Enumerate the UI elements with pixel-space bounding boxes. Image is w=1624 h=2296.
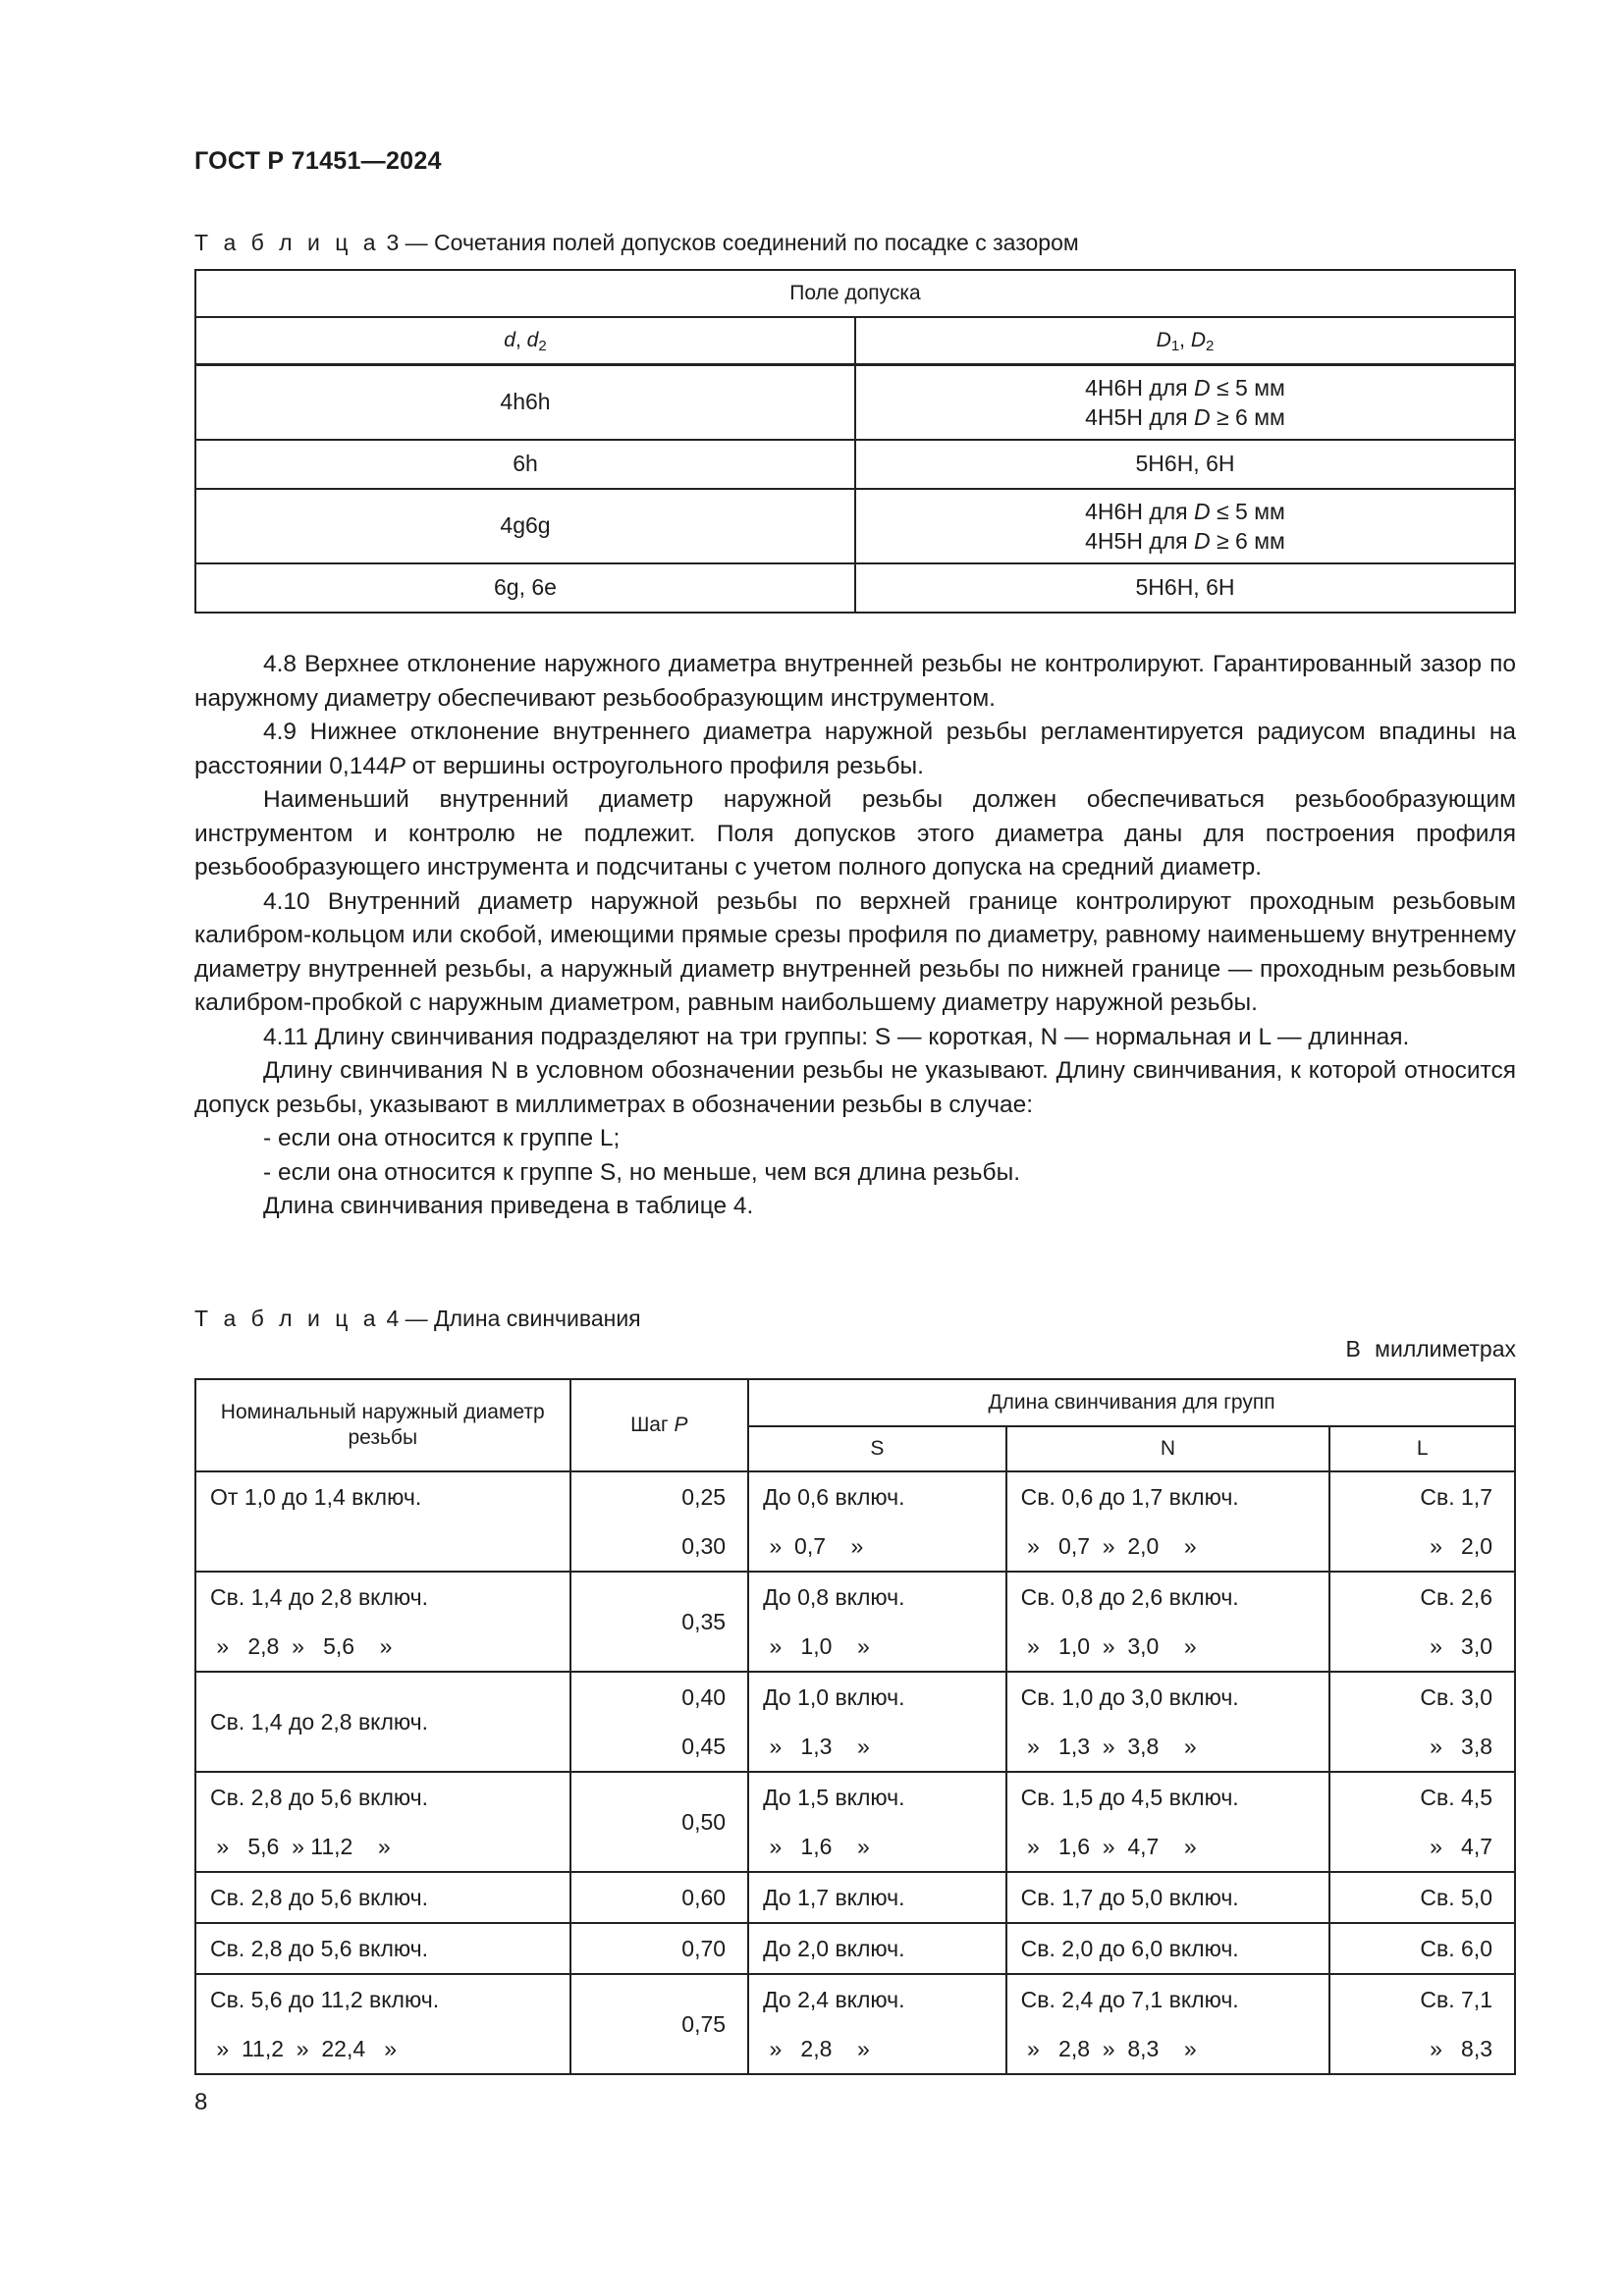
- table4-cell-diameter: [195, 1923, 570, 1974]
- table4-col-n: N: [1006, 1426, 1330, 1471]
- cell-line: » 3,0: [1430, 1633, 1492, 1659]
- table4-cell-pitch: [570, 1974, 749, 2074]
- table4-cell-diameter: [195, 1872, 570, 1923]
- body-text: [194, 648, 1516, 1224]
- table4-cell-n: [1006, 1772, 1330, 1872]
- cell-line: До 0,8 включ.: [763, 1584, 905, 1610]
- table4-caption: [194, 1304, 641, 1333]
- table4-cell-pitch: [570, 1572, 749, 1672]
- table4-cell-s: [748, 1772, 1006, 1872]
- cell-line: 0,50: [681, 1809, 727, 1835]
- table4-col-length-group: Длина свинчивания для групп: [748, 1379, 1515, 1426]
- cell-line: Св. 5,0: [1420, 1885, 1492, 1910]
- cell-line: Св. 1,0 до 3,0 включ.: [1020, 1684, 1239, 1710]
- cell-line: Св. 2,6: [1420, 1584, 1492, 1610]
- table4-col-pitch: [570, 1379, 749, 1471]
- cell-line: До 1,5 включ.: [763, 1785, 905, 1810]
- table-row: [195, 365, 1515, 440]
- cell-line: 0,30: [681, 1533, 727, 1559]
- table4-cell-pitch: [570, 1872, 749, 1923]
- paragraph-4-9: [194, 716, 1516, 783]
- table4-cell-pitch: [570, 1923, 749, 1974]
- cell-line: 0,35: [681, 1609, 727, 1634]
- table4-cell-l: [1329, 1872, 1515, 1923]
- cell-line: 0,70: [681, 1936, 727, 1961]
- header-var: P: [674, 1414, 688, 1436]
- table3-col-external: d, $d_2$: [195, 317, 855, 365]
- cell-line: Св. 1,7 до 5,0 включ.: [1020, 1885, 1239, 1910]
- table-row: [195, 1772, 1515, 1872]
- table-row: [195, 1974, 1515, 2074]
- table3-caption-text: 3 — Сочетания полей допусков соединений по посадке с зазором: [380, 230, 1079, 255]
- table-row: [195, 1672, 1515, 1772]
- table4: [194, 1378, 1516, 2075]
- table-row: [195, 440, 1515, 489]
- table4-cell-n: [1006, 1872, 1330, 1923]
- table4-cell-l: [1329, 1572, 1515, 1672]
- cell-line: » 1,3 »: [763, 1734, 870, 1759]
- cell-line: 0,75: [681, 2011, 727, 2037]
- cell-text: 4H6H для: [1085, 498, 1195, 524]
- cell-text: ≥ 6 мм: [1210, 527, 1285, 554]
- table3-cell-internal: [855, 489, 1515, 563]
- cell-text: 4H6H для: [1085, 374, 1195, 400]
- table3-caption-label: Т а б л и ц а: [194, 230, 381, 255]
- paragraph-4-8: 4.8 Верхнее отклонение наружного диаметра внутренней резьбы не контролируют. Гарантированный зазор по наружному диаметру обеспечивают резьбообразующим инструментом.: [194, 651, 1516, 712]
- cell-line: » 11,2 » 22,4 »: [210, 2036, 398, 2061]
- document-title: ГОСТ Р 71451—2024: [194, 147, 442, 175]
- cell-line: » 1,0 » 3,0 »: [1020, 1633, 1197, 1659]
- table4-col-s: S: [748, 1426, 1006, 1471]
- paragraph-4-11-end: Длина свинчивания приведена в таблице 4.: [263, 1193, 754, 1219]
- cell-text: 4H5H для: [1085, 403, 1195, 430]
- table4-cell-l: [1329, 1471, 1515, 1572]
- cell-line: [196, 1522, 569, 1571]
- cell-line: » 1,6 »: [763, 1834, 870, 1859]
- paragraph-var: P: [389, 752, 406, 779]
- table3-cell-external: 6g, 6e: [195, 563, 855, 613]
- cell-text: ≥ 6 мм: [1210, 403, 1285, 430]
- table4-col-diameter: Номинальный наружный диаметр резьбы: [195, 1379, 570, 1471]
- cell-line: До 2,4 включ.: [763, 1987, 905, 2012]
- table4-header-row: [195, 1379, 1515, 1426]
- table4-cell-n: [1006, 1471, 1330, 1572]
- cell-var: D: [1194, 527, 1211, 554]
- paragraph-text: 4.9 Нижнее отклонение внутреннего диаметра наружной резьбы регламентируется радиусом впадины на расстоянии 0,144: [194, 719, 1516, 779]
- table4-cell-s: [748, 1572, 1006, 1672]
- cell-line: Св. 6,0: [1420, 1936, 1492, 1961]
- table4-cell-n: [1006, 1572, 1330, 1672]
- cell-line: Св. 0,6 до 1,7 включ.: [1020, 1484, 1239, 1510]
- table4-cell-diameter: [195, 1974, 570, 2074]
- cell-line: Св. 1,4 до 2,8 включ.: [210, 1709, 429, 1735]
- cell-line: » 0,7 »: [763, 1533, 864, 1559]
- cell-line: » 1,6 » 4,7 »: [1020, 1834, 1197, 1859]
- cell-line: » 3,8: [1430, 1734, 1492, 1759]
- cell-line: Св. 7,1: [1420, 1987, 1492, 2012]
- list-item: - если она относится к группе S, но меньше, чем вся длина резьбы.: [263, 1158, 1020, 1186]
- table4-cell-diameter: [195, 1772, 570, 1872]
- cell-line: » 2,8 » 5,6 »: [210, 1633, 393, 1659]
- cell-line: Св. 0,8 до 2,6 включ.: [1020, 1584, 1239, 1610]
- table3-subheader-row: [195, 317, 1515, 365]
- table3-caption: [194, 228, 1079, 257]
- cell-line: » 2,8 » 8,3 »: [1020, 2036, 1197, 2061]
- cell-var: D: [1194, 498, 1211, 524]
- cell-line: Св. 2,8 до 5,6 включ.: [210, 1885, 429, 1910]
- table4-cell-s: [748, 1923, 1006, 1974]
- cell-line: До 1,0 включ.: [763, 1684, 905, 1710]
- table3-cell-external: 6h: [195, 440, 855, 489]
- table-row: [195, 1872, 1515, 1923]
- cell-line: До 2,0 включ.: [763, 1936, 905, 1961]
- table-row: [195, 1471, 1515, 1572]
- table3-col-internal: $D_1$, $D_2$: [855, 317, 1515, 365]
- table3-header-row: [195, 270, 1515, 317]
- cell-line: До 0,6 включ.: [763, 1484, 905, 1510]
- cell-line: 0,25: [681, 1484, 727, 1510]
- cell-var: D: [1194, 374, 1211, 400]
- cell-line: Св. 3,0: [1420, 1684, 1492, 1710]
- table3-cell-external: 4g6g: [195, 489, 855, 563]
- paragraph-text: от вершины остроугольного профиля резьбы.: [405, 752, 924, 779]
- cell-line: » 1,0 »: [763, 1633, 870, 1659]
- cell-line: 0,60: [681, 1885, 727, 1910]
- table4-caption-label: Т а б л и ц а: [194, 1306, 381, 1331]
- table4-cell-n: [1006, 1672, 1330, 1772]
- cell-line: » 4,7: [1430, 1834, 1492, 1859]
- header-text: Шаг: [630, 1414, 675, 1436]
- table4-cell-diameter: [195, 1672, 570, 1772]
- list-item: - если она относится к группе L;: [263, 1125, 621, 1151]
- table-row: [195, 1923, 1515, 1974]
- cell-line: » 0,7 » 2,0 »: [1020, 1533, 1197, 1559]
- table3-cell-internal: [855, 365, 1515, 440]
- paragraph-4-11-cont: Длину свинчивания N в условном обозначении резьбы не указывают. Длину свинчивания, к которой относится допуск резьбы, указывают в миллиметрах в обозначении резьбы в случае:: [194, 1057, 1516, 1118]
- table4-unit: В миллиметрах: [1345, 1336, 1516, 1362]
- table4-cell-s: [748, 1974, 1006, 2074]
- cell-line: Св. 2,0 до 6,0 включ.: [1020, 1936, 1239, 1961]
- table4-cell-s: [748, 1672, 1006, 1772]
- table4-cell-diameter: [195, 1471, 570, 1572]
- cell-line: » 8,3: [1430, 2036, 1492, 2061]
- table3-cell-internal: 5H6H, 6H: [855, 563, 1515, 613]
- cell-text: ≤ 5 мм: [1210, 374, 1285, 400]
- cell-text: ≤ 5 мм: [1210, 498, 1285, 524]
- cell-line: Св. 1,5 до 4,5 включ.: [1020, 1785, 1239, 1810]
- cell-line: От 1,0 до 1,4 включ.: [210, 1484, 422, 1510]
- cell-text: 4H5H для: [1085, 527, 1195, 554]
- table3-header-top: Поле допуска: [195, 270, 1515, 317]
- table4-cell-s: [748, 1471, 1006, 1572]
- paragraph-4-10: 4.10 Внутренний диаметр наружной резьбы по верхней границе контролируют проходным резьбовым калибром-кольцом или скобой, имеющими прямые срезы профиля по диаметру, равному наименьшему внутреннему диаметру внутренней резьбы, а наружный диаметр внутренней резьбы по нижней границе — проходным резьбовым калибром-пробкой с наружным диаметром, равным наибольшему диаметру наружной резьбы.: [194, 887, 1516, 1016]
- cell-line: Св. 4,5: [1420, 1785, 1492, 1810]
- table4-cell-l: [1329, 1772, 1515, 1872]
- table4-cell-l: [1329, 1923, 1515, 1974]
- table4-cell-l: [1329, 1974, 1515, 2074]
- table4-cell-n: [1006, 1974, 1330, 2074]
- cell-line: 0,40: [681, 1684, 727, 1710]
- cell-line: 0,45: [681, 1734, 727, 1759]
- table4-cell-n: [1006, 1923, 1330, 1974]
- cell-line: Св. 1,4 до 2,8 включ.: [210, 1584, 429, 1610]
- cell-line: » 5,6 » 11,2 »: [210, 1834, 391, 1859]
- cell-line: Св. 2,8 до 5,6 включ.: [210, 1785, 429, 1810]
- cell-line: » 2,0: [1430, 1533, 1492, 1559]
- cell-var: D: [1194, 403, 1211, 430]
- cell-line: » 2,8 »: [763, 2036, 870, 2061]
- table-row: [195, 563, 1515, 613]
- page-number: 8: [194, 2089, 208, 2115]
- table3-cell-external: 4h6h: [195, 365, 855, 440]
- table4-cell-l: [1329, 1672, 1515, 1772]
- table4-cell-diameter: [195, 1572, 570, 1672]
- cell-line: Св. 2,8 до 5,6 включ.: [210, 1936, 429, 1961]
- table3: [194, 269, 1516, 614]
- cell-line: Св. 1,7: [1420, 1484, 1492, 1510]
- table-row: [195, 489, 1515, 563]
- cell-line: Св. 5,6 до 11,2 включ.: [210, 1987, 440, 2012]
- paragraph-4-9-cont: Наименьший внутренний диаметр наружной резьбы должен обеспечиваться резьбообразующим инструментом и контролю не подлежит. Поля допусков этого диаметра даны для построения профиля резьбообразующего инструмента и подсчитаны с учетом полного допуска на средний диаметр.: [194, 786, 1516, 881]
- cell-line: Св. 2,4 до 7,1 включ.: [1020, 1987, 1239, 2012]
- table4-body: [195, 1471, 1515, 2074]
- table3-cell-internal: 5H6H, 6H: [855, 440, 1515, 489]
- paragraph-4-11: 4.11 Длину свинчивания подразделяют на три группы: S — короткая, N — нормальная и L — длинная.: [263, 1023, 1410, 1050]
- cell-line: » 1,3 » 3,8 »: [1020, 1734, 1197, 1759]
- cell-line: До 1,7 включ.: [763, 1885, 905, 1910]
- table4-cell-s: [748, 1872, 1006, 1923]
- table4-cell-pitch: [570, 1772, 749, 1872]
- table4-caption-text: 4 — Длина свинчивания: [380, 1306, 641, 1331]
- table-row: [195, 1572, 1515, 1672]
- table4-col-l: L: [1329, 1426, 1515, 1471]
- table4-cell-pitch: [570, 1471, 749, 1572]
- table4-cell-pitch: [570, 1672, 749, 1772]
